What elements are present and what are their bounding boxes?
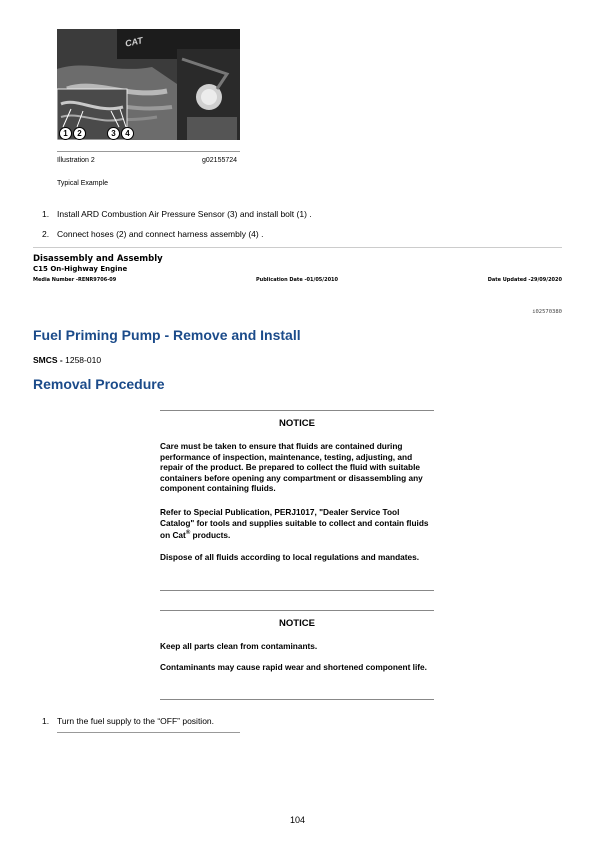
callout-3: 3 (107, 127, 120, 140)
callout-1: 1 (59, 127, 72, 140)
media-number: Media Number -RENR9706-09 (33, 277, 117, 283)
step-text: Install ARD Combustion Air Pressure Sensor (3) and install bolt (1) . (57, 209, 312, 219)
callout-2: 2 (73, 127, 86, 140)
engine-photo-graphic (57, 29, 240, 140)
callout-4: 4 (121, 127, 134, 140)
step-text: Turn the fuel supply to the “OFF” position. (57, 716, 215, 726)
smcs-label: SMCS - (33, 355, 66, 365)
section-divider (33, 247, 562, 248)
notice-text: Refer to Special Publication, PERJ1017, "Dealer Service Tool Catalog" for tools and supplies suitable to collect and contain fluids on Cat (160, 507, 429, 540)
date-updated: Date Updated -29/09/2020 (487, 277, 562, 283)
notice-bottom-rule (160, 590, 434, 591)
registered-mark: ® (185, 530, 191, 536)
notice-paragraph: Care must be taken to ensure that fluids are contained during performance of inspection, maintenance, testing, adjusting, and repair of the product. Be prepared to collect the fluid with suitable containers before opening any compartment or disassembling any component containing fluids. (160, 441, 423, 493)
illustration-caption: Typical Example (57, 180, 108, 187)
notice-title: NOTICE (279, 618, 315, 629)
reference-id: i02570380 (532, 309, 562, 315)
caption-divider (57, 151, 240, 152)
doc-title: Disassembly and Assembly (33, 254, 163, 264)
page-title: Fuel Priming Pump - Remove and Install (33, 327, 301, 343)
step-text: Connect hoses (2) and connect harness assembly (4) . (57, 229, 264, 239)
smcs-line (33, 355, 101, 365)
step-divider (57, 732, 240, 733)
notice-paragraph (160, 507, 434, 540)
publication-date: Publication Date -01/05/2010 (256, 277, 339, 283)
notice-paragraph: Dispose of all fluids according to local regulations and mandates. (160, 552, 420, 562)
notice-text: products. (190, 529, 231, 540)
step-number: 1. (42, 716, 50, 726)
notice-paragraph: Keep all parts clean from contaminants. (160, 641, 318, 651)
notice-top-rule (160, 410, 434, 411)
illustration-photo (57, 29, 240, 140)
step-number: 1. (42, 209, 50, 219)
notice-bottom-rule (160, 699, 434, 700)
cat-logo: CAT (124, 35, 144, 49)
smcs-code: 1258-010 (65, 355, 102, 365)
notice-top-rule (160, 610, 434, 611)
notice-title: NOTICE (279, 418, 315, 429)
doc-engine: C15 On-Highway Engine (33, 265, 128, 273)
page-number: 104 (289, 815, 306, 825)
illustration-label: Illustration 2 (57, 157, 95, 164)
illustration-code: g02155724 (202, 157, 238, 164)
step-number: 2. (42, 229, 50, 239)
notice-paragraph: Contaminants may cause rapid wear and shortened component life. (160, 662, 427, 672)
section-title: Removal Procedure (33, 376, 165, 392)
